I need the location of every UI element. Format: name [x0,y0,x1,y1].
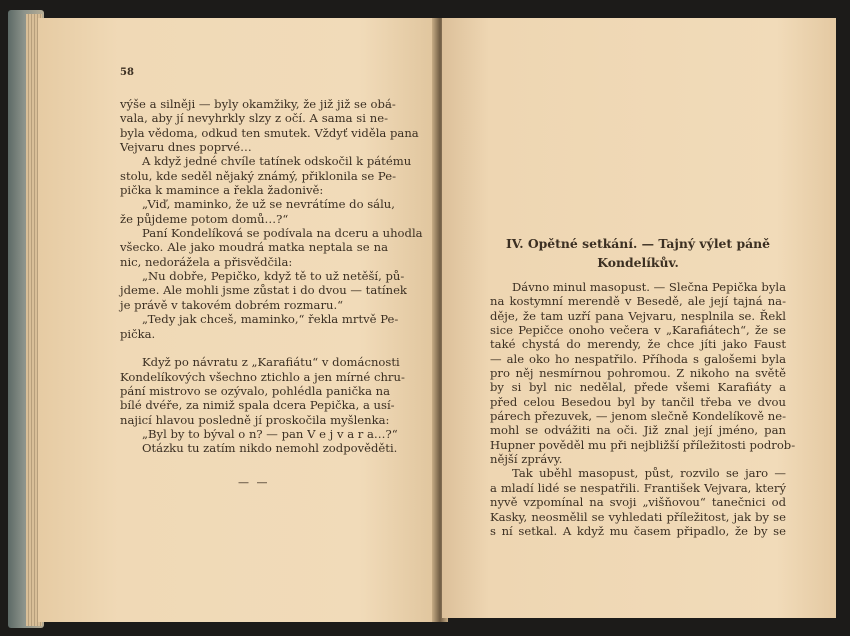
text-line: stolu, kde seděl nějaký známý, přiklonila se Pe- [120,168,396,183]
text-line: mohl se odvážiti na oči. Již znal její jméno, pan [490,423,786,438]
text-line: všecko. Ale jako moudrá matka neptala se na [120,240,388,255]
text-line: pání mistrovo se ozývalo, pohlédla panička na [120,383,391,398]
text-line: „Tedy jak chceš, maminko,“ řekla mrtvě Pe- [142,312,399,327]
text-line: Otázku tu zatím nikdo nemohl zodpověděti. [142,441,398,456]
text-line: a mladí lidé se nespatřili. František Vejvara, který [490,480,786,495]
text-line: je právě v takovém dobrém rozmaru.“ [120,297,344,312]
text-line: byla vědoma, odkud ten smutek. Vždyť viděla pana [120,125,419,140]
text-line: pička k mamince a řekla žadonivě: [120,183,324,198]
blank-line [120,341,388,355]
text-line: Paní Kondelíková se podívala na dceru a uhodla [142,226,423,241]
text-line: vala, aby jí nevyhrkly slzy z očí. A sama si ne- [120,111,388,126]
text-line: nyvě vzpomínal na svoji „višňovou“ tanečnici od [490,495,786,510]
left-page-text [120,97,423,456]
text-line: pička. [120,326,156,341]
chapter-heading-line: Kondelíkův. [597,255,679,270]
chapter-heading [482,234,794,272]
text-line: Hupner pověděl mu při nejbližší příležitosti podrob- [490,437,796,452]
text-line: výše a silněji — byly okamžiky, že již již se obá- [120,97,396,111]
right-page [442,18,836,618]
text-line: A když jedné chvíle tatínek odskočil k pátému [142,154,412,169]
chapter-heading-line: IV. Opětné setkání. — Tajný výlet páně [505,236,771,251]
text-line: párech přezuvek, — jenom slečně Kondelíkově ne- [490,409,786,424]
text-line: nic, nedorážela a přisvědčila: [120,254,293,269]
text-line: Tak uběhl masopust, půst, rozvilo se jaro — [512,466,786,481]
text-line: „Byl by to býval o n? — pan V e j v a r a…?“ [142,426,398,441]
text-line: že půjdeme potom domů…?“ [120,211,289,226]
section-separator: — — [238,476,270,489]
text-line: „Nu dobře, Pepičko, když tě to už netěší, pů- [142,269,405,284]
text-line: — ale oko ho nespatřilo. Příhoda s galošemi byla [490,351,786,366]
text-line: pro něj nesmírnou pohromou. Z nikoho na světě [490,366,786,381]
text-line: jdeme. Ale mohli jsme zůstat i do dvou — tatínek [120,283,407,298]
page-number: 58 [120,67,134,78]
right-page-text [490,280,796,538]
text-line: Dávno minul masopust. — Slečna Pepička byla [512,280,786,294]
text-line: na kostymní merendě v Besedě, ale její tajná na- [490,294,786,309]
text-line: Kondelíkových všechno ztichlo a jen mírné chru- [120,369,405,384]
text-line: najicí hlavou posledně jí proskočila myšlenka: [120,412,390,427]
text-line: nější zprávy. [490,452,563,467]
text-line: by si byl nic nedělal, přede všemi Karafiáty a [490,380,786,395]
text-line: Když po návratu z „Karafiátu“ v domácnosti [142,355,400,370]
text-line: s ní setkal. A když mu časem připadlo, že by se [490,523,786,538]
text-line: „Viď, maminko, že už se nevrátíme do sálu, [142,197,395,212]
text-line: Vejvaru dnes poprvé… [120,140,252,155]
text-line: také chystá do merendy, že chce jíti jako Faust [490,337,786,352]
text-line: Kasky, neosmělil se vyhledati příležitost, jak by se [490,509,786,524]
text-line: před celou Besedou byl by tančil třeba ve dvou [490,394,786,409]
text-line: sice Pepičce onoho večera v „Karafiátech“, že se [490,323,786,338]
text-line: bílé dvéře, za nimiž spala dcera Pepička, a usí- [120,398,395,413]
text-line: děje, že tam uzří pana Vejvaru, nesplnila se. Řekl [490,308,786,323]
left-page [38,18,440,622]
